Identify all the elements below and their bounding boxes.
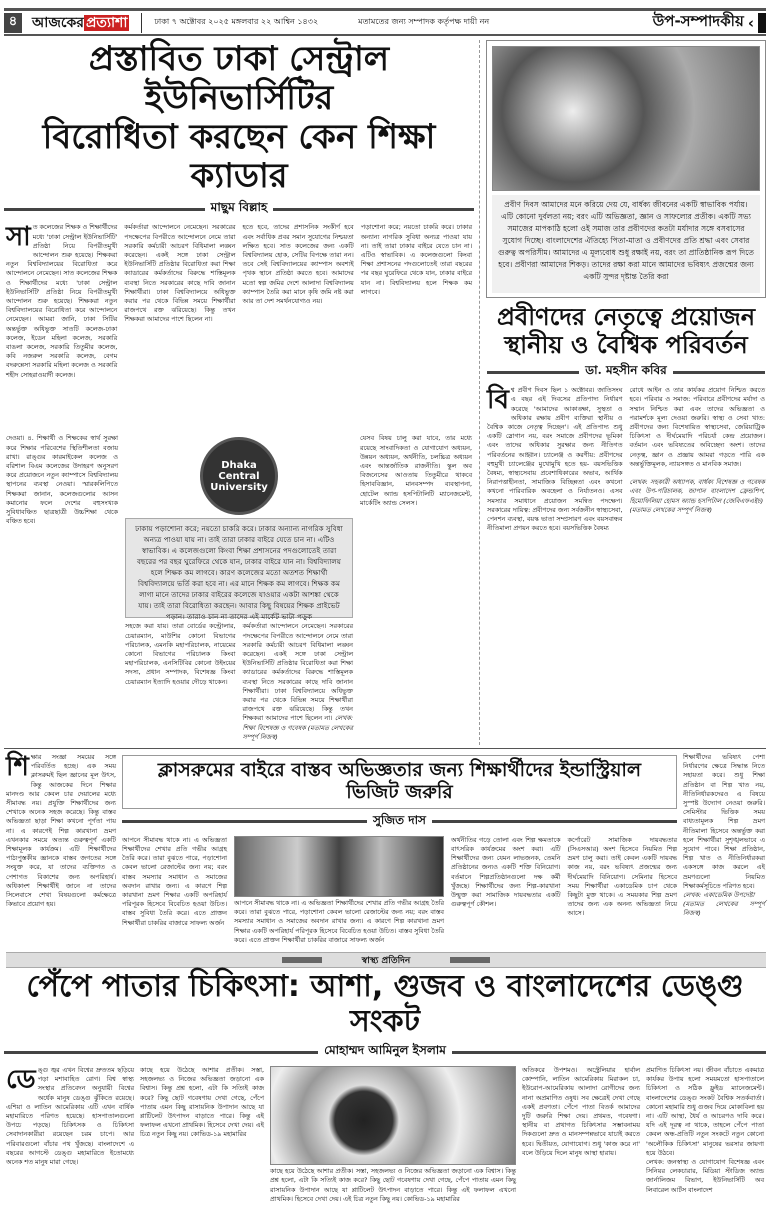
article2-body bbox=[484, 386, 768, 746]
elderly-woman-photo bbox=[492, 46, 760, 191]
headline-line: বিরোধিতা করছেন কেন শিক্ষা ক্যাডার bbox=[42, 117, 436, 197]
article-column bbox=[630, 386, 766, 746]
disclaimer: মতামতের জন্য সম্পাদক কর্তৃপক্ষ দায়ী নন bbox=[358, 17, 490, 26]
pull-quote: ঢাকায় পড়াশোনা করে; নয়তো চাকরি করে। ঢাকার অন্যান্য নাগরিক সুবিধা অন্যত্র পাওয়া যায় না। তাই তারা ঢাকার বাইরে যেতে চান না। এটিও স্বাভাবিক। এ কলেজগুলো কিংবা শিক্ষা প্রশাসনের পদগুলোতেই তারা বছরের পর বছর ঘুরেফিরে থেকে যান, ঢাকার বাইরে যান না। বিশ্ববিদ্যালয় হলে শিক্ষক কম লাগবে। কারণ কলেজের মতো অতশত শিক্ষার্থী বিশ্ববিদ্যালয়ে ভর্তি করা হবে না। এর মানে শিক্ষক কম লাগবে। শিক্ষক কম লাগা মানে তাদের ঢাকার বাইরের কলেজে যাওয়ার একটা আশঙ্কা থেকে যায়। তাই তারা বিরোধিতা করছেন। আবার কিছু বিষয়ের শিক্ষক প্রাইভেট পড়ান। তারাও চান না তাদের এই মার্কেট ভাটা পড়ুক bbox=[125, 518, 353, 618]
column-text: শিক্ষার্থীদের ভবিষ্যৎ পেশা নির্ধারণের ক্ষেত্রে সিদ্ধান্ত নিতে সহায়তা করে। শুধু শিক্ষা প্রতিষ্ঠান বা শিল্প খাত নয়, নীতিনির্ধারকদেরও এ বিষয়ে সুস্পষ্ট উদ্যোগ নেওয়া জরুরি। সেমিস্টার ভিত্তিক সময় বাধ্যতামূলক শিল্প ভ্রমণ নীতিমালা হিসেবে অন্তর্ভুক্ত করা হলে শিক্ষার্থীরা সুশৃঙ্খলভাবে এ সুযোগ পাবে। শিক্ষা প্রতিষ্ঠান, শিল্প খাত ও নীতিনির্ধারকরা একসঙ্গে কাজ করলে এই ভ্রমণগুলো নিয়মিত শিক্ষাকর্মসূচিতে পরিণত হবে। bbox=[683, 753, 765, 890]
section-title bbox=[643, 10, 766, 35]
page-header bbox=[4, 8, 766, 36]
headline-line: স্থানীয় ও বৈশ্বিক পরিবর্তন bbox=[504, 330, 748, 359]
opinion-note: (মতামত লেখকের সম্পূর্ণ নিজস্ব) bbox=[629, 505, 712, 514]
opinion-note: (মতামত লেখকের সম্পূর্ণ নিজস্ব) bbox=[683, 900, 765, 918]
article3 bbox=[122, 755, 677, 945]
dropcap: বি bbox=[487, 385, 509, 416]
column-text: শ্ব প্রবীণ দিবস ছিল ১ অক্টোবর। জাতিসংঘ এ বছর এই দিবসের প্রতিপাদ্য নির্ধারণ করেছে 'আমাদের আকাঙ্ক্ষা, সুস্থতা ও অধিকার রক্ষায় প্রবীণ ব্যক্তিরা স্থানীয় ও বৈশ্বিক কাজে নেতৃত্ব দিচ্ছেন'। এই প্রতিপাদ্য শুধু একটি স্লোগান নয়, বরং সমাজে প্রবীণদের ভূমিকা এবং তাদের অধিকার সুরক্ষার জন্য নীতিগত পরিবর্তনের আহ্বান। চ্যালেঞ্জ ও করণীয়: প্রবীণদের বহুমুখী চ্যালেঞ্জের মুখোমুখি হতে হয়- বয়সভিত্তিক বৈষম্য, স্বাস্থ্যসেবায় প্রবেশাধিকারের অভাব, আর্থিক নিরাপত্তাহীনতা, সামাজিক বিচ্ছিন্নতা এবং কখনো কখনো পারিবারিক অবহেলা ও নির্যাতনও। এসব সমস্যার সমাধানে প্রয়োজন সমন্বিত পদক্ষেপ। সরকারের দায়িত্ব: প্রবীণদের জন্য সর্বজনীন স্বাস্থ্যসেবা, পেনশন ব্যবস্থা, বয়স্ক ভাতা সম্প্রসারণ এবং বয়সবান্ধব নীতিমালা প্রণয়ন করতে হবে। বয়সভিত্তিক বৈষম্য bbox=[487, 386, 623, 533]
headline-line: প্রস্তাবিত ঢাকা সেন্ট্রাল ইউনিভার্সিটির bbox=[88, 39, 390, 119]
article2-byline: ডা. মহসীন কবির bbox=[484, 362, 768, 382]
article4-headline[interactable]: পেঁপে পাতার চিকিৎসা: আশা, গুজব ও বাংলাদেশের ডেঙ্গু সংকট bbox=[26, 969, 744, 1039]
author-note: লেখক: জনস্বাস্থ্য ও যোগাযোগ বিশেষজ্ঞ এবং সিনিয়র লেকচারার, মিডিয়া স্টাডিজ অ্যান্ড জার্নালিজম বিভাগ, ইউনিভার্সিটি অব লিবারেল আর্টস বাংলাদেশ bbox=[646, 1158, 764, 1194]
band-ornament-icon bbox=[282, 957, 322, 963]
band-ornament-icon bbox=[450, 957, 490, 963]
article1-body bbox=[4, 223, 474, 745]
section-marker-icon bbox=[758, 13, 766, 33]
photo-caption: প্রবীণ দিবস আমাদের মনে করিয়ে দেয় যে, বার্ধক্য জীবনের একটি স্বাভাবিক পর্যায়। এটি কোনো দুর্বলতা নয়; বরং এটি অভিজ্ঞতা, জ্ঞান ও সাফল্যের প্রতীক। একটি সভ্য সমাজের মাপকাঠি হলো ওই সমাজ তার প্রবীণদের কতটা মর্যাদার সঙ্গে বসবাসের সুযোগ দিচ্ছে। বাংলাদেশের ঐতিহ্যে পিতা-মাতা ও প্রবীণদের প্রতি শ্রদ্ধা এবং সেবার গুরুত্ব অপরিসীম। আমাদের এ মূল্যবোধ শুধু রক্ষাই নয়, বরং তা প্রাতিষ্ঠানিক রূপ দিতে হবে। প্রবীণরা আমাদের শিকড়। তাদের রক্ষা করা মানে আমাদের ভবিষ্যৎ প্রজন্মের জন্য একটি সুন্দর দৃষ্টান্ত তৈরি করা bbox=[492, 195, 760, 293]
article-column: যেসব বিষয় চালু করা যাবে, তার মধ্যে রয়েছে সাংবাদিকতা ও যোগাযোগ অধ্যয়ন, উন্নয়ন অধ্যয়ন, অর্থনীতি, চলচ্চিত্র অধ্যয়ন এবং আন্তর্জাতিক রাজনীতি। স্কুল অব বিজনেসের আওতায় তিতুমীরে থাকবে হিসাববিজ্ঞান, মানবসম্পদ ব্যবস্থাপনা, হোটেল অ্যান্ড হসপিটালিটি ম্যানেজমেন্ট, মার্কেটিং অ্যান্ড সেলস। bbox=[360, 434, 472, 507]
newspaper-logo[interactable] bbox=[32, 11, 129, 35]
column-text: ঙ্গু জ্বর এখন বিশ্বের দ্রুততম ছড়িয়ে পড়া মশাবাহিত রোগ। বিশ্ব স্বাস্থ্য সংস্থার প্রতিবেদন অনুযায়ী বিশ্বের অর্ধেক মানুষ ডেঙ্গু ঝুঁকিতে রয়েছে। এশিয়া ও লাতিন আমেরিকায় এটি এখন বার্ষিক মহামারিতে পরিণত হয়েছে। হাসপাতালগুলো উপচে পড়ছে। চিকিৎসক ও চিকিৎসা সেবাদানকারীরা রয়েছেন চরম চাপে। আর পরিবারগুলো বাঁচার পথ খুঁজছে। বাংলাদেশে এ বছরের আগস্টে ডেঙ্গু মহামারিতে ইতোমধ্যে অনেক শত মানুষ মারা গেছে। bbox=[6, 1066, 134, 1167]
article-column: আপনে সীমাবদ্ধ থাকে না। এ অভিজ্ঞতা শিক্ষার্থীদের শেখার প্রতি গভীর আগ্রহ তৈরি করে। তারা বুঝতে পারে, পড়াশোনা কেবল ভালো রেজাল্টের জন্য নয়; বরং বাস্তব সমস্যার সমাধান ও সমাজের অবদান রাখার জন্য। এ কারণে শিল্প কারখানা ভ্রমণ শিক্ষার একটি অপরিহার্য পরিপূরক হিসেবে বিবেচিত হওয়া উচিত। বাস্তব সুবিধা তৈরি করে। এতে প্রাক্তন শিক্ষার্থীরা চাকরির বাজারে সাফল্য অর্জন bbox=[122, 835, 227, 927]
article1-center-columns bbox=[125, 622, 353, 745]
dropcap: ডে bbox=[6, 1065, 36, 1095]
article-column: সহজে করা যায়। তারা বোর্ডের কন্ট্রোলার, চেয়ারম্যান, মাউশির কোনো বিভাগের পরিচালক, এমনকি মহাপরিচালক, নায়েমের কোনো বিভাগের পরিচালক কিংবা মহাপরিচালক, এনসিটিবির কোনো উইংয়ের সদস্য, প্রধান সম্পাদক, বিশেষজ্ঞ কিংবা চেয়ারম্যান ইত্যাদি হওয়ার দৌড়ে থাকেন। bbox=[125, 622, 236, 686]
chevron-left-icon: ‹ bbox=[747, 13, 754, 32]
dhaka-central-university-logo bbox=[125, 434, 353, 518]
article-column: আপনে সীমাবদ্ধ থাকে না। এ অভিজ্ঞতা শিক্ষার্থীদের শেখার প্রতি গভীর আগ্রহ তৈরি করে। তারা বুঝতে পারে, পড়াশোনা কেবল ভালো রেজাল্টের জন্য নয়; বরং বাস্তব সমস্যার সমাধান ও সমাজের অবদান রাখার জন্য। এ কারণে শিল্প কারখানা ভ্রমণ শিক্ষার একটি অপরিহার্য পরিপূরক হিসেবে বিবেচিত হওয়া উচিত। বাস্তব সুবিধা তৈরি করে। এতে প্রাক্তন শিক্ষার্থীরা চাকরির বাজারে সাফল্য অর্জন bbox=[234, 898, 444, 944]
article-column: কাছে হয়ে উঠেছে আশার প্রতীক। সস্তা, সহজলভ্য ও নিজের অভিজ্ঞতা জড়ানো এক বিশ্বাস। কিন্তু প্রশ্ন হলো, এটা কি সত্যিই কাজ করে? কিছু ছোট গবেষণায় দেখা গেছে, পেঁপে পাতায় এমন কিছু রাসায়নিক উপাদান আছে যা প্লাটিলেট উৎপাদন বাড়াতে পারে। কিন্তু এই ফলাফল এখনো প্রাথমিক। হিসেবে দেখা দেয়। এই চিত্র নতুন কিছু নয়। কোভিড-১৯ মহামারির bbox=[140, 1066, 264, 1139]
article4-body bbox=[4, 1066, 766, 1204]
article-column: হতে হবে, তাদের প্রশাসনিক সংকীর্ণ হবে এবং সর্বাধিক প্রবর সমান সুযোগের নিশ্চয়তা লক্ষিত হবে। সাত কলেজের জন্য একটি বিশ্ববিদ্যালয় হোক, সেটির বিপক্ষে তারা নন। তবে সেই বিশ্ববিদ্যালয়ের ক্যাম্পাস অবশ্যই পৃথক স্থানে প্রতিষ্ঠা করতে হবে। আমাদের মতো স্বল্প জমির দেশে আলাদা বিশ্ববিদ্যালয় ক্যাম্পাস তৈরি করা মানে কৃষি জমি নষ্ট করা আর তা দেশ সমর্থনযোগ্যও নয়। bbox=[242, 223, 354, 305]
section-band bbox=[6, 952, 766, 968]
logo-text: আজকের bbox=[32, 14, 84, 31]
logo-text: University bbox=[210, 481, 268, 493]
article-column: দেওয়া। ৪. শিক্ষার্থী ও শিক্ষকের স্বার্থ সুরক্ষা করে শিক্ষার পরিবেশের স্থিতিশীলতা বজায় রাখা। রাঙ্গুর কারমাইকেল কলেজ ও বরিশাল বিএম কলেজের উদাহরণ অনুসরণ করে প্রয়োজনে নতুন ক্যাম্পাসে বিশ্ববিদ্যালয় স্থাপনের ব্যবস্থা নেওয়া। স্মারকলিপিতে শিক্ষকরা জানান, কলেজগুলোর আসন কমানোর ফলে দেশের বহুসংখ্যক সুবিধাবঞ্চিত ছাত্রছাত্রী উচ্চশিক্ষা থেকে বঞ্চিত হবে। bbox=[6, 434, 118, 526]
section-label: উপ-সম্পাদকীয় bbox=[652, 12, 744, 30]
article-column bbox=[243, 622, 354, 745]
article3-headline-box bbox=[122, 755, 677, 809]
article2-photo-box bbox=[486, 40, 766, 298]
column-text: রোধে আইন ও তার কার্যকর প্রয়োগ নিশ্চিত করতে হবে। পরিবার ও সমাজ: পরিবারে প্রবীণদের মর্যাদা ও সম্মান নিশ্চিত করা এবং তাদের অভিজ্ঞতা ও পরামর্শকে মূল্য দেওয়া জরুরি। স্বাস্থ্য ও সেবা খাত: প্রবীণদের জন্য বিশেষায়িত স্বাস্থ্যসেবা, জেরিয়াট্রিক চিকিৎসা ও দীর্ঘমেয়াদি পরিচর্যা কেন্দ্র প্রয়োজন। বর্তমান এবং ভবিষ্যতের অবিচ্ছেদ্য অংশ। তাদের নেতৃত্ব, জ্ঞান ও প্রজ্ঞায় আমরা গড়তে পারি এক অন্তর্ভুক্তিমূলক, ন্যায়সঙ্গত ও মানবিক সমাজ। bbox=[629, 386, 765, 468]
article-column: কাছে হয়ে উঠেছে আশার প্রতীক। সস্তা, সহজলভ্য ও নিজের অভিজ্ঞতা জড়ানো এক বিশ্বাস। কিন্তু প্রশ্ন হলো, এটা কি সত্যিই কাজ করে? কিছু ছোট গবেষণায় দেখা গেছে, পেঁপে পাতায় এমন কিছু রাসায়নিক উপাদান আছে যা প্লাটিলেট উৎপাদন বাড়াতে পারে। কিন্তু এই ফলাফল এখনো প্রাথমিক। হিসেবে দেখা দেয়। এই চিত্র নতুন কিছু নয়। কোভিড-১৯ মহামারির bbox=[270, 1167, 516, 1203]
industrial-visit-photo bbox=[234, 836, 444, 897]
article-column: অর্থনীতির গড়ে তোলা এবং শিল্প ক্ষমতাকে বাৎসরিক কার্যক্রমের অংশ করা। এটি শিক্ষার্থীদের জন্য যেমন লাভজনক, তেমনি প্রতিষ্ঠানের জন্যও একটি শক্তি বিনিয়োগ। বর্তমানে শিল্পপ্রতিষ্ঠানগুলো দক্ষ কর্মী খুঁজছে। শিক্ষার্থীদের জন্য শিল্প-কারখানা উন্মুক্ত করা সামাজিক দায়বদ্ধতার একটি গুরুত্বপূর্ণ কৌশল। bbox=[451, 835, 561, 909]
article-column: কর্মকর্তারা আন্দোলনে নেমেছেন। সরকারের পদক্ষেপের বিপরীতে আন্দোলনে নেমে তারা সরকারি কর্মচারী আচরণ বিধিমালা লঙ্ঘন করেছেন। একই সঙ্গে ঢাকা সেন্ট্রাল ইউনিভার্সিটি প্রতিষ্ঠার বিরোধিতা করা শিক্ষা ক্যাডারের কর্মকর্তাদের বিরুদ্ধে শাস্তিমূলক ব্যবস্থা নিতে সরকারের কাছে দাবি জানান শিক্ষার্থীরা। ঢাকা বিশ্ববিদ্যালয়ে অধিভুক্ত করার পর থেকে বিভিন্ন সময়ে শিক্ষার্থীরা রাজপথে রক্ত ঝরিয়েছে। কিন্তু তখন শিক্ষকরা আমাদের পাশে ছিলেন না। bbox=[124, 223, 236, 324]
article-column: অতিকরে উপশমও। অস্ট্রেলিয়ার হার্বাল কোম্পানি, লাতিন আমেরিকায় মিরাকল চা, ইউরোপ-আমেরিকায় আলাদা রোগীদের জন্য নানা অপ্রমাণিত ওষুধ। সব ক্ষেত্রেই দেখা গেছে একই প্রবণতা। পেঁপে পাতা বিতর্ক আমাদের দুটি জরুরি শিক্ষা দেয়। প্রথমত, গবেষণা। স্থানীয় বা প্রথাগত চিকিৎসার সম্ভাবনাময় দিকগুলো দ্রুত ও মানসম্পন্নভাবে যাচাই করতে হবে। দ্বিতীয়ত, যোগাযোগ। শুধু 'কাজ করে না' বলে উড়িয়ে দিলে মানুষ আস্থা হারায়। bbox=[522, 1066, 640, 1157]
logo-text-accent: প্রত্যাশা bbox=[85, 14, 128, 31]
article3-body bbox=[122, 836, 677, 945]
article2 bbox=[484, 304, 768, 746]
article4 bbox=[4, 970, 766, 1204]
article-column: কর্পোরেট সামাজিক দায়বদ্ধতার (সিএসআর) অংশ হিসেবে নিয়মিত শিল্প ভ্রমণ চালু করা। তাই কেবল একটি দায়বদ্ধ কাজ নয়, বরং ভবিষ্যৎ প্রজন্মের জন্য দীর্ঘমেয়াদি বিনিয়োগ। সেমিনার হিসেবে সময় শিক্ষার্থীরা একাডেমিক চাপ থেকে কিছুটা মুক্ত থাকে। এ সময়কার শিল্প ভ্রমণ তাদের জন্য এক অনন্য অভিজ্ঞতা নিয়ে আসে। bbox=[567, 835, 677, 918]
logo-text: Dhaka bbox=[221, 459, 257, 471]
article-column bbox=[487, 386, 623, 746]
section-band-label: স্বাস্থ্য প্রতিদিন bbox=[361, 955, 411, 966]
column-text: প্রমাণিত চিকিৎসা নয়। জীবন বাঁচাতে একমাত্র কার্যকর উপায় হলো সময়মতো হাসপাতালে চিকিৎসা ও সঠিক ফ্লুইড ম্যানেজমেন্ট। বাংলাদেশের ডেঙ্গু সংকট বৈশ্বিক সতর্কবার্তা। কোনো মহামারি শুধু গুজব দিয়ে মোকাবিলা হয় না। এটি আস্থা, ধৈর্য ও আচরণও দাবি করে। যদি এই দূরত্ব না থাকে, তাহলে পেঁপে পাতা কেবল অন্ধ-প্রতিটি নতুন সংকটে নতুন কোনো 'অলৌকিক চিকিৎসা' মানুষের ভরসার জায়গা হয়ে উঠবে। bbox=[646, 1066, 764, 1157]
article3-byline: সুজিত দাস bbox=[122, 812, 677, 832]
divider bbox=[141, 13, 142, 33]
article-column bbox=[646, 1066, 764, 1204]
issue-date: ঢাকা ৭ অক্টোবর ২০২৫ মঙ্গলবার ২২ আশ্বিন ১৪৩২ bbox=[154, 17, 319, 26]
article-column bbox=[6, 1066, 134, 1204]
article-column bbox=[6, 223, 117, 430]
article3-photo-column bbox=[234, 836, 444, 945]
article3-headline[interactable]: ক্লাসরুমের বাইরে বাস্তব অভিজ্ঞতার জন্য শিক্ষার্থীদের ইন্ডাস্ট্রিয়াল ভিজিট জরুরি bbox=[157, 759, 642, 803]
article1-body-upper bbox=[6, 223, 472, 430]
article1-body-lower bbox=[6, 434, 472, 745]
column-rule bbox=[479, 40, 480, 745]
article4-photo-column bbox=[270, 1066, 516, 1204]
papaya-dengue-photo bbox=[270, 1066, 516, 1165]
article2-headline[interactable] bbox=[484, 304, 768, 359]
dropcap: শি bbox=[6, 752, 29, 782]
article1 bbox=[4, 40, 474, 745]
article-column: পড়াশোনা করে; নয়তো চাকরি করে। ঢাকার অন্যান্য নাগরিক সুবিধা অন্যত্র পাওয়া যায় না। তাই তারা ঢাকার বাইরে যেতে চান না। এটিও স্বাভাবিক। এ কলেজগুলো কিংবা শিক্ষা প্রশাসনের পদগুলোতেই তারা বছরের পর বছর ঘুরেফিরে থেকে যান, ঢাকার বাইরে যান না। বিশ্ববিদ্যালয় হলে শিক্ষক কম লাগবে। bbox=[360, 223, 472, 296]
author-note: লেখক: শিক্ষা বিশেষজ্ঞ ও গবেষক (মতামত লেখকের সম্পূর্ণ নিজস্ব) bbox=[242, 714, 353, 741]
column-text: ক্ষার সংজ্ঞা সময়ের সঙ্গে পরিবর্তিত হচ্ছে। এক সময় ক্লাসরুমই ছিল জ্ঞানের মূল উৎস, কিন্তু আজকের দিনে শিক্ষার মানদণ্ড আর কেবল চার দেয়ালের মধ্যে সীমাবদ্ধ নয়। প্রযুক্তি শিক্ষার্থীদের জন্য শেখাকে অনেক সহজ করেছে। কিন্তু বাস্তব অভিজ্ঞতা ছাড়া শিক্ষা কখনো পূর্ণতা পায় না। এ কারণেই শিল্প কারখানা ভ্রমণ এখনকার সময়ে অত্যন্ত গুরুত্বপূর্ণ একটি শিক্ষামূলক কার্যক্রম। এটি শিক্ষার্থীদের পাঠ্যপুস্তকীয় জ্ঞানকে বাস্তব জগতের সঙ্গে সংযুক্ত করে, যা তাদের ব্যক্তিগত ও পেশাগত বিকাশের জন্য অপরিহার্য। অধিকাংশ শিক্ষার্থীই জানে না তাদের সিলেবাসে শেখা বিষয়গুলো কর্মক্ষেত্রে কিভাবে প্রয়োগ হয়। bbox=[6, 753, 116, 909]
article4-byline: মোহাম্মদ আমিনুল ইসলাম bbox=[4, 1042, 766, 1062]
column-text: কর্মকর্তারা আন্দোলনে নেমেছেন। সরকারের পদক্ষেপের বিপরীতে আন্দোলনে নেমে তারা সরকারি কর্মচারী আচরণ বিধিমালা লঙ্ঘন করেছেন। একই সঙ্গে ঢাকা সেন্ট্রাল ইউনিভার্সিটি প্রতিষ্ঠার বিরোধিতা করা শিক্ষা ক্যাডারের কর্মকর্তাদের বিরুদ্ধে শাস্তিমূলক ব্যবস্থা নিতে সরকারের কাছে দাবি জানান শিক্ষার্থীরা। ঢাকা বিশ্ববিদ্যালয়ে অধিভুক্ত করার পর থেকে বিভিন্ন সময়ে শিক্ষার্থীরা রাজপথে রক্ত ঝরিয়েছে। কিন্তু তখন শিক্ষকরা আমাদের পাশে ছিলেন না। bbox=[242, 622, 353, 723]
logo-text: Central bbox=[218, 470, 260, 482]
column-text: ত কলেজের শিক্ষক ও শিক্ষার্থীদের মধ্যে 'ঢাকা সেন্ট্রাল ইউনিভার্সিটি' প্রতিষ্ঠা নিয়ে বিপরীতমুখী আন্দোলন শুরু হয়েছে। শিক্ষকরা নতুন বিশ্ববিদ্যালয়ের বিরোধিতা করে আন্দোলনে নেমেছেন। সাত কলেজের শিক্ষক ও শিক্ষার্থীদের মধ্যে 'ঢাকা সেন্ট্রাল ইউনিভার্সিটি' প্রতিষ্ঠা নিয়ে বিপরীতমুখী আন্দোলন শুরু হয়েছে। শিক্ষকরা নতুন বিশ্ববিদ্যালয়ের বিরোধিতা করে আন্দোলনে নেমেছেন। আমরা জানি, ঢাকা সিটির অন্তর্ভুক্ত অধিভুক্ত সাতটি কলেজ-ঢাকা কলেজ, ইডেন মহিলা কলেজ, সরকারি বাঙলা কলেজ, সরকারি তিতুমীর কলেজ, কবি নজরুল সরকারি কলেজ, বেগম বদরুন্নেসা সরকারি মহিলা কলেজ ও সরকারি শহীদ সোহরাওয়ার্দী কলেজ। bbox=[6, 223, 118, 379]
article3-right-column bbox=[683, 753, 765, 945]
article1-headline[interactable] bbox=[4, 40, 474, 196]
page-number: ৪ bbox=[4, 13, 22, 33]
dropcap: সা bbox=[6, 222, 31, 253]
headline-line: প্রবীণদের নেতৃত্বে প্রয়োজন bbox=[496, 303, 756, 331]
divider bbox=[4, 748, 766, 749]
article3-left-column bbox=[6, 753, 116, 945]
author-note: লেখক: সহকারী অধ্যাপক, বার্ধক্য বিশেষজ্ঞ ও গবেষক এবং উপ-পরিচালক, জাপান বাংলাদেশ ফ্রেন্ডশিপ, হিমোফিলিয়া হোমস অ্যান্ড হসপিটাল (জেবিএফএইচ) bbox=[629, 478, 765, 505]
article1-center bbox=[125, 434, 353, 745]
author-note: লেখক: একাডেমিক উপদেষ্টা bbox=[683, 891, 755, 900]
article1-byline: মাছুম বিল্লাহ bbox=[4, 199, 474, 219]
